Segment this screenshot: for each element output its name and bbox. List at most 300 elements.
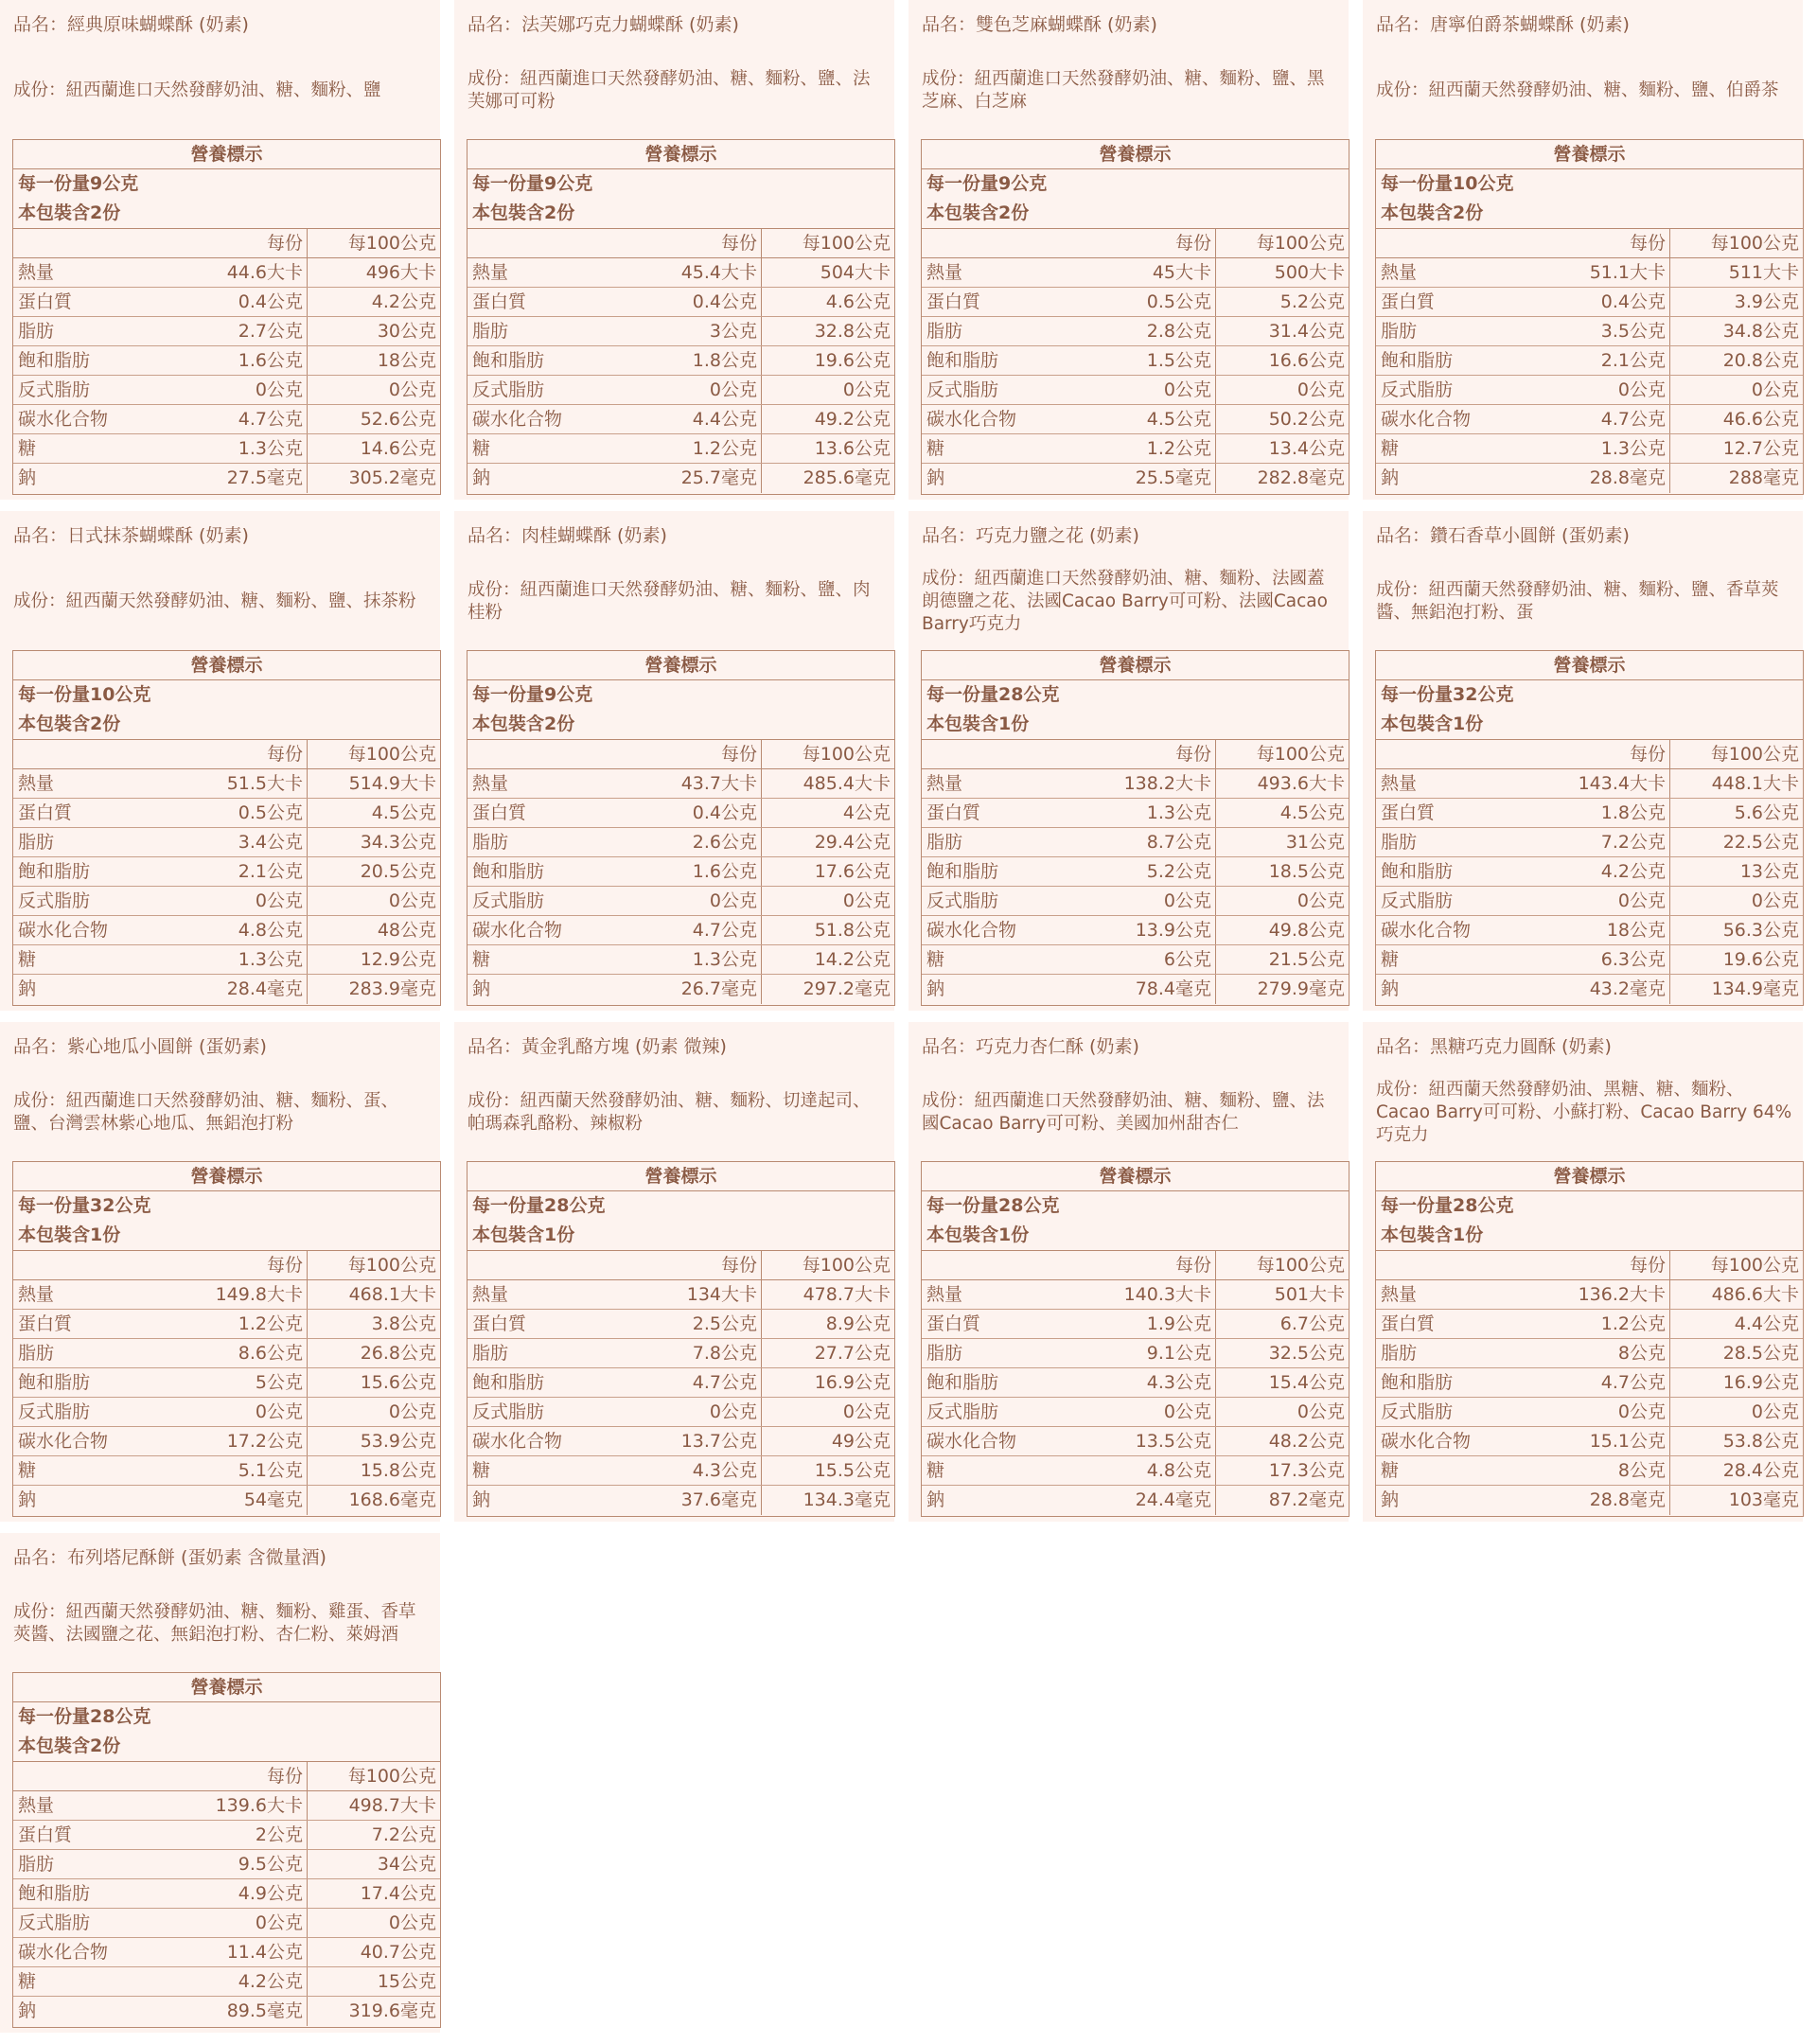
- value-per-serving: 9.1公克: [1087, 1339, 1216, 1367]
- nutrient-label: 糖: [472, 1460, 491, 1481]
- header-per-serving: 每份: [1087, 1251, 1216, 1279]
- value-per-100g: 0公克: [388, 890, 436, 911]
- value-per-serving: 28.4毫克: [179, 975, 308, 1004]
- nutrient-label: 碳水化合物: [18, 1942, 109, 1963]
- value-per-serving: 140.3大卡: [1087, 1280, 1216, 1309]
- value-per-100g: 493.6大卡: [1257, 773, 1345, 794]
- nutrition-table-title: 營養標示: [13, 140, 440, 169]
- value-per-100g: 19.6公克: [814, 350, 891, 371]
- value-per-100g: 29.4公克: [814, 832, 891, 853]
- value-per-serving: 0.4公克: [1542, 288, 1670, 316]
- value-per-100g: 504大卡: [820, 262, 891, 283]
- product-card: [454, 1022, 894, 1522]
- value-per-100g: 31公克: [1285, 832, 1345, 853]
- table-row: [1376, 769, 1803, 799]
- product-name: 品名：日式抹茶蝴蝶酥 (奶素): [13, 525, 249, 546]
- value-per-serving: 0公克: [633, 1398, 762, 1426]
- product-ingredients: 成份：紐西蘭天然發酵奶油、糖、麵粉、鹽、香草莢醬、無鋁泡打粉、蛋: [1376, 580, 1779, 623]
- servings-per-package: 本包裝含2份: [13, 199, 440, 229]
- header-blank: [1376, 740, 1542, 768]
- nutrition-table: [921, 650, 1350, 1006]
- nutrition-table: [1375, 1161, 1804, 1517]
- value-per-serving: 43.7大卡: [633, 769, 762, 798]
- value-per-serving: 0公克: [1542, 887, 1670, 915]
- nutrient-label: 飽和脂肪: [1381, 350, 1454, 371]
- nutrient-label: 熱量: [926, 1284, 963, 1305]
- servings-per-package: 本包裝含1份: [922, 710, 1349, 740]
- table-row: [13, 1879, 440, 1909]
- table-header-row: [13, 1762, 440, 1791]
- nutrient-label: 鈉: [1381, 467, 1400, 488]
- table-row: [13, 1967, 440, 1997]
- table-header-row: [13, 1251, 440, 1280]
- header-per-100g: 每100公克: [347, 744, 436, 765]
- nutrient-label: 碳水化合物: [1381, 409, 1472, 430]
- nutrient-label: 反式脂肪: [1381, 1401, 1454, 1422]
- nutrient-label: 蛋白質: [926, 802, 981, 823]
- nutrient-label: 反式脂肪: [472, 1401, 545, 1422]
- header-per-100g: 每100公克: [802, 1255, 891, 1276]
- nutrient-label: 熱量: [18, 773, 55, 794]
- header-per-serving: 每份: [633, 740, 762, 768]
- nutrient-label: 鈉: [18, 978, 37, 999]
- nutrient-label: 熱量: [926, 262, 963, 283]
- nutrient-label: 反式脂肪: [926, 1401, 999, 1422]
- value-per-100g: 13.6公克: [814, 438, 891, 459]
- nutrient-label: 鈉: [926, 467, 945, 488]
- nutrient-label: 蛋白質: [1381, 291, 1436, 312]
- table-row: [922, 405, 1349, 434]
- header-per-serving: 每份: [633, 1251, 762, 1279]
- nutrient-label: 飽和脂肪: [926, 861, 999, 882]
- nutrition-table-title: 營養標示: [1376, 140, 1803, 169]
- value-per-serving: 5.2公克: [1087, 857, 1216, 886]
- value-per-serving: 28.8毫克: [1542, 464, 1670, 493]
- value-per-serving: 78.4毫克: [1087, 975, 1216, 1004]
- nutrition-table-title: 營養標示: [922, 140, 1349, 169]
- table-row: [922, 376, 1349, 405]
- header-per-serving: 每份: [1087, 229, 1216, 257]
- value-per-serving: 5.1公克: [179, 1456, 308, 1485]
- nutrient-label: 糖: [18, 949, 37, 970]
- nutrient-label: 脂肪: [926, 832, 963, 853]
- value-per-serving: 43.2毫克: [1542, 975, 1670, 1004]
- nutrient-label: 糖: [18, 1971, 37, 1992]
- value-per-100g: 3.8公克: [371, 1313, 436, 1334]
- value-per-serving: 2.5公克: [633, 1310, 762, 1338]
- value-per-serving: 138.2大卡: [1087, 769, 1216, 798]
- nutrient-label: 飽和脂肪: [926, 1372, 999, 1393]
- value-per-100g: 4.4公克: [1734, 1313, 1799, 1334]
- nutrient-label: 蛋白質: [1381, 1313, 1436, 1334]
- header-per-100g: 每100公克: [802, 233, 891, 254]
- table-header-row: [922, 1251, 1349, 1280]
- header-per-100g: 每100公克: [347, 1255, 436, 1276]
- table-row: [922, 1427, 1349, 1456]
- value-per-serving: 1.9公克: [1087, 1310, 1216, 1338]
- serving-size: 每一份量9公克: [18, 173, 139, 194]
- value-per-serving: 45大卡: [1087, 258, 1216, 287]
- value-per-100g: 16.9公克: [1722, 1372, 1799, 1393]
- value-per-serving: 4.8公克: [179, 916, 308, 944]
- value-per-serving: 136.2大卡: [1542, 1280, 1670, 1309]
- nutrient-label: 飽和脂肪: [1381, 1372, 1454, 1393]
- table-row: [13, 1909, 440, 1938]
- nutrient-label: 脂肪: [472, 321, 509, 342]
- nutrient-label: 碳水化合物: [18, 1431, 109, 1452]
- table-row: [1376, 258, 1803, 288]
- value-per-100g: 0公克: [388, 1912, 436, 1933]
- table-row: [13, 769, 440, 799]
- value-per-serving: 18公克: [1542, 916, 1670, 944]
- nutrient-label: 脂肪: [1381, 832, 1418, 853]
- header-per-serving: 每份: [1087, 740, 1216, 768]
- value-per-serving: 3.4公克: [179, 828, 308, 856]
- table-row: [467, 1427, 894, 1456]
- value-per-serving: 4.3公克: [633, 1456, 762, 1485]
- table-row: [922, 258, 1349, 288]
- value-per-100g: 514.9大卡: [348, 773, 436, 794]
- table-row: [13, 1938, 440, 1967]
- nutrition-table-title: 營養標示: [13, 1673, 440, 1702]
- header-per-serving: 每份: [179, 1762, 308, 1790]
- nutrient-label: 熱量: [926, 773, 963, 794]
- value-per-100g: 13.4公克: [1268, 438, 1345, 459]
- table-row: [922, 975, 1349, 1004]
- nutrient-label: 鈉: [926, 1489, 945, 1510]
- nutrition-table-title: 營養標示: [1376, 651, 1803, 680]
- value-per-serving: 1.5公克: [1087, 346, 1216, 375]
- nutrient-label: 反式脂肪: [18, 890, 91, 911]
- value-per-serving: 4.7公克: [1542, 1368, 1670, 1397]
- table-row: [13, 1427, 440, 1456]
- table-row: [13, 975, 440, 1004]
- value-per-100g: 15.8公克: [360, 1460, 436, 1481]
- servings-per-package: 本包裝含2份: [467, 710, 894, 740]
- table-row: [13, 799, 440, 828]
- table-row: [467, 1339, 894, 1368]
- table-row: [922, 1310, 1349, 1339]
- table-row: [1376, 1339, 1803, 1368]
- table-row: [467, 1456, 894, 1486]
- value-per-100g: 27.7公克: [814, 1343, 891, 1364]
- value-per-serving: 0公克: [1087, 887, 1216, 915]
- value-per-100g: 8.9公克: [825, 1313, 891, 1334]
- value-per-serving: 0.4公克: [179, 288, 308, 316]
- value-per-100g: 486.6大卡: [1711, 1284, 1799, 1305]
- nutrient-label: 熱量: [18, 1795, 55, 1816]
- nutrient-label: 脂肪: [926, 321, 963, 342]
- product-name: 品名：紫心地瓜小圓餅 (蛋奶素): [13, 1036, 267, 1057]
- table-row: [467, 258, 894, 288]
- header-blank: [922, 229, 1087, 257]
- value-per-serving: 1.3公克: [633, 945, 762, 974]
- value-per-100g: 28.4公克: [1722, 1460, 1799, 1481]
- table-row: [922, 1486, 1349, 1515]
- servings-per-package: 本包裝含2份: [13, 1732, 440, 1762]
- nutrient-label: 脂肪: [18, 1343, 55, 1364]
- nutrient-label: 鈉: [472, 1489, 491, 1510]
- table-row: [1376, 1427, 1803, 1456]
- table-row: [467, 857, 894, 887]
- value-per-100g: 0公克: [842, 379, 891, 400]
- servings-per-package: 本包裝含2份: [1376, 199, 1803, 229]
- nutrient-label: 鈉: [472, 467, 491, 488]
- value-per-serving: 1.8公克: [633, 346, 762, 375]
- nutrition-table-title: 營養標示: [922, 1162, 1349, 1191]
- header-per-100g: 每100公克: [1256, 233, 1345, 254]
- value-per-serving: 8公克: [1542, 1456, 1670, 1485]
- header-per-serving: 每份: [179, 740, 308, 768]
- nutrient-label: 飽和脂肪: [926, 350, 999, 371]
- header-blank: [13, 229, 179, 257]
- value-per-serving: 51.5大卡: [179, 769, 308, 798]
- nutrient-label: 鈉: [18, 1489, 37, 1510]
- table-header-row: [1376, 229, 1803, 258]
- header-per-100g: 每100公克: [802, 744, 891, 765]
- table-row: [467, 916, 894, 945]
- value-per-serving: 25.5毫克: [1087, 464, 1216, 493]
- header-per-100g: 每100公克: [1256, 744, 1345, 765]
- value-per-100g: 168.6毫克: [348, 1489, 436, 1510]
- product-card: [0, 511, 440, 1011]
- value-per-serving: 37.6毫克: [633, 1486, 762, 1515]
- table-row: [1376, 1280, 1803, 1310]
- header-per-100g: 每100公克: [347, 233, 436, 254]
- value-per-serving: 0公克: [179, 376, 308, 404]
- value-per-100g: 0公克: [1751, 890, 1799, 911]
- product-card: [454, 511, 894, 1011]
- nutrient-label: 鈉: [1381, 1489, 1400, 1510]
- table-row: [922, 1280, 1349, 1310]
- value-per-serving: 5公克: [179, 1368, 308, 1397]
- product-name: 品名：黃金乳酪方塊 (奶素 微辣): [467, 1036, 727, 1057]
- table-row: [1376, 317, 1803, 346]
- value-per-serving: 1.2公克: [633, 434, 762, 463]
- value-per-serving: 2.7公克: [179, 317, 308, 345]
- value-per-100g: 49.8公克: [1268, 920, 1345, 941]
- product-name: 品名：肉桂蝴蝶酥 (奶素): [467, 525, 667, 546]
- nutrient-label: 脂肪: [472, 832, 509, 853]
- nutrient-label: 鈉: [472, 978, 491, 999]
- value-per-serving: 44.6大卡: [179, 258, 308, 287]
- value-per-serving: 89.5毫克: [179, 1997, 308, 2026]
- table-row: [13, 317, 440, 346]
- table-row: [1376, 376, 1803, 405]
- value-per-serving: 25.7毫克: [633, 464, 762, 493]
- table-row: [922, 769, 1349, 799]
- value-per-100g: 468.1大卡: [348, 1284, 436, 1305]
- value-per-serving: 4.3公克: [1087, 1368, 1216, 1397]
- nutrient-label: 反式脂肪: [1381, 379, 1454, 400]
- value-per-100g: 13公克: [1739, 861, 1799, 882]
- table-row: [467, 1486, 894, 1515]
- nutrition-table: [12, 1161, 441, 1517]
- header-per-100g: 每100公克: [1710, 744, 1799, 765]
- nutrient-label: 蛋白質: [18, 1824, 73, 1845]
- value-per-serving: 4.4公克: [633, 405, 762, 433]
- table-row: [922, 1339, 1349, 1368]
- value-per-100g: 21.5公克: [1268, 949, 1345, 970]
- product-name: 品名：巧克力杏仁酥 (奶素): [922, 1036, 1139, 1057]
- value-per-100g: 34.3公克: [360, 832, 436, 853]
- value-per-serving: 8.7公克: [1087, 828, 1216, 856]
- value-per-serving: 134大卡: [633, 1280, 762, 1309]
- table-header-row: [13, 229, 440, 258]
- value-per-100g: 17.6公克: [814, 861, 891, 882]
- header-per-serving: 每份: [1542, 229, 1670, 257]
- value-per-100g: 17.3公克: [1268, 1460, 1345, 1481]
- nutrient-label: 飽和脂肪: [18, 1883, 91, 1904]
- value-per-100g: 7.2公克: [371, 1824, 436, 1845]
- table-row: [922, 1368, 1349, 1398]
- value-per-100g: 4.6公克: [825, 291, 891, 312]
- product-ingredients: 成份：紐西蘭進口天然發酵奶油、糖、麵粉、鹽: [13, 80, 381, 100]
- nutrient-label: 脂肪: [1381, 321, 1418, 342]
- value-per-100g: 4.5公克: [371, 802, 436, 823]
- table-row: [467, 1280, 894, 1310]
- value-per-serving: 4.8公克: [1087, 1456, 1216, 1485]
- value-per-serving: 24.4毫克: [1087, 1486, 1216, 1515]
- value-per-100g: 53.8公克: [1722, 1431, 1799, 1452]
- nutrient-label: 蛋白質: [18, 1313, 73, 1334]
- nutrient-label: 飽和脂肪: [18, 350, 91, 371]
- value-per-100g: 22.5公克: [1722, 832, 1799, 853]
- product-card: [0, 1022, 440, 1522]
- serving-size: 每一份量28公克: [926, 1195, 1060, 1216]
- table-header-row: [922, 740, 1349, 769]
- nutrient-label: 蛋白質: [18, 802, 73, 823]
- header-blank: [13, 740, 179, 768]
- table-row: [13, 1398, 440, 1427]
- nutrition-table: [921, 139, 1350, 495]
- table-row: [467, 434, 894, 464]
- value-per-100g: 56.3公克: [1722, 920, 1799, 941]
- table-row: [922, 317, 1349, 346]
- value-per-100g: 501大卡: [1274, 1284, 1345, 1305]
- value-per-100g: 16.9公克: [814, 1372, 891, 1393]
- nutrient-label: 糖: [472, 949, 491, 970]
- value-per-100g: 15公克: [377, 1971, 436, 1992]
- value-per-serving: 1.3公克: [1087, 799, 1216, 827]
- value-per-serving: 1.2公克: [179, 1310, 308, 1338]
- table-row: [1376, 857, 1803, 887]
- nutrient-label: 鈉: [18, 467, 37, 488]
- nutrient-label: 飽和脂肪: [472, 861, 545, 882]
- product-card: [908, 511, 1349, 1011]
- table-row: [1376, 916, 1803, 945]
- table-row: [922, 288, 1349, 317]
- nutrient-label: 反式脂肪: [1381, 890, 1454, 911]
- table-row: [13, 1280, 440, 1310]
- value-per-100g: 0公克: [388, 379, 436, 400]
- serving-size: 每一份量32公克: [18, 1195, 151, 1216]
- nutrient-label: 蛋白質: [1381, 802, 1436, 823]
- nutrient-label: 糖: [18, 438, 37, 459]
- value-per-serving: 4.2公克: [179, 1967, 308, 1996]
- table-header-row: [1376, 740, 1803, 769]
- table-row: [1376, 1310, 1803, 1339]
- nutrient-label: 糖: [926, 1460, 945, 1481]
- product-name: 品名：巧克力鹽之花 (奶素): [922, 525, 1139, 546]
- value-per-serving: 4.7公克: [179, 405, 308, 433]
- value-per-100g: 20.8公克: [1722, 350, 1799, 371]
- servings-per-package: 本包裝含2份: [922, 199, 1349, 229]
- value-per-serving: 2.1公克: [1542, 346, 1670, 375]
- table-row: [13, 887, 440, 916]
- servings-per-package: 本包裝含1份: [467, 1221, 894, 1251]
- value-per-100g: 134.3毫克: [803, 1489, 891, 1510]
- value-per-serving: 1.2公克: [1542, 1310, 1670, 1338]
- nutrition-table: [921, 1161, 1350, 1517]
- nutrition-table: [12, 139, 441, 495]
- nutrient-label: 鈉: [926, 978, 945, 999]
- value-per-serving: 2.6公克: [633, 828, 762, 856]
- value-per-serving: 0公克: [1542, 376, 1670, 404]
- value-per-100g: 18公克: [377, 350, 436, 371]
- nutrient-label: 熱量: [472, 773, 509, 794]
- nutrient-label: 脂肪: [18, 321, 55, 342]
- serving-size: 每一份量32公克: [1381, 684, 1514, 705]
- nutrient-label: 反式脂肪: [18, 379, 91, 400]
- value-per-100g: 500大卡: [1274, 262, 1345, 283]
- serving-size: 每一份量28公克: [1381, 1195, 1514, 1216]
- product-card: [1363, 1022, 1803, 1522]
- value-per-serving: 0公克: [633, 376, 762, 404]
- table-row: [1376, 434, 1803, 464]
- value-per-100g: 49.2公克: [814, 409, 891, 430]
- nutrient-label: 熱量: [18, 1284, 55, 1305]
- table-row: [922, 1398, 1349, 1427]
- nutrition-table-title: 營養標示: [1376, 1162, 1803, 1191]
- header-per-serving: 每份: [179, 229, 308, 257]
- nutrient-label: 碳水化合物: [1381, 1431, 1472, 1452]
- serving-size: 每一份量10公克: [1381, 173, 1514, 194]
- product-card: [0, 0, 440, 500]
- nutrient-label: 碳水化合物: [472, 920, 563, 941]
- value-per-100g: 288毫克: [1728, 467, 1799, 488]
- nutrient-label: 碳水化合物: [1381, 920, 1472, 941]
- value-per-100g: 16.6公克: [1268, 350, 1345, 371]
- nutrient-label: 熱量: [18, 262, 55, 283]
- nutrient-label: 飽和脂肪: [1381, 861, 1454, 882]
- value-per-serving: 28.8毫克: [1542, 1486, 1670, 1515]
- product-ingredients: 成份：紐西蘭進口天然發酵奶油、糖、麵粉、法國蓋朗德鹽之花、法國Cacao Barry可可粉、法國Cacao Barry巧克力: [922, 569, 1328, 634]
- nutrient-label: 碳水化合物: [926, 409, 1017, 430]
- table-row: [467, 376, 894, 405]
- value-per-100g: 0公克: [1297, 1401, 1345, 1422]
- value-per-serving: 45.4大卡: [633, 258, 762, 287]
- nutrient-label: 蛋白質: [472, 1313, 527, 1334]
- nutrient-label: 糖: [1381, 949, 1400, 970]
- table-row: [922, 1456, 1349, 1486]
- header-blank: [1376, 229, 1542, 257]
- table-header-row: [922, 229, 1349, 258]
- servings-per-package: 本包裝含1份: [1376, 1221, 1803, 1251]
- nutrient-label: 鈉: [1381, 978, 1400, 999]
- header-blank: [467, 1251, 633, 1279]
- nutrient-label: 反式脂肪: [472, 379, 545, 400]
- nutrient-label: 熱量: [1381, 1284, 1418, 1305]
- nutrition-table-title: 營養標示: [922, 651, 1349, 680]
- nutrient-label: 蛋白質: [926, 1313, 981, 1334]
- nutrient-label: 糖: [926, 949, 945, 970]
- nutrition-table: [467, 1161, 895, 1517]
- header-blank: [467, 229, 633, 257]
- value-per-100g: 15.4公克: [1268, 1372, 1345, 1393]
- table-row: [1376, 828, 1803, 857]
- value-per-100g: 19.6公克: [1722, 949, 1799, 970]
